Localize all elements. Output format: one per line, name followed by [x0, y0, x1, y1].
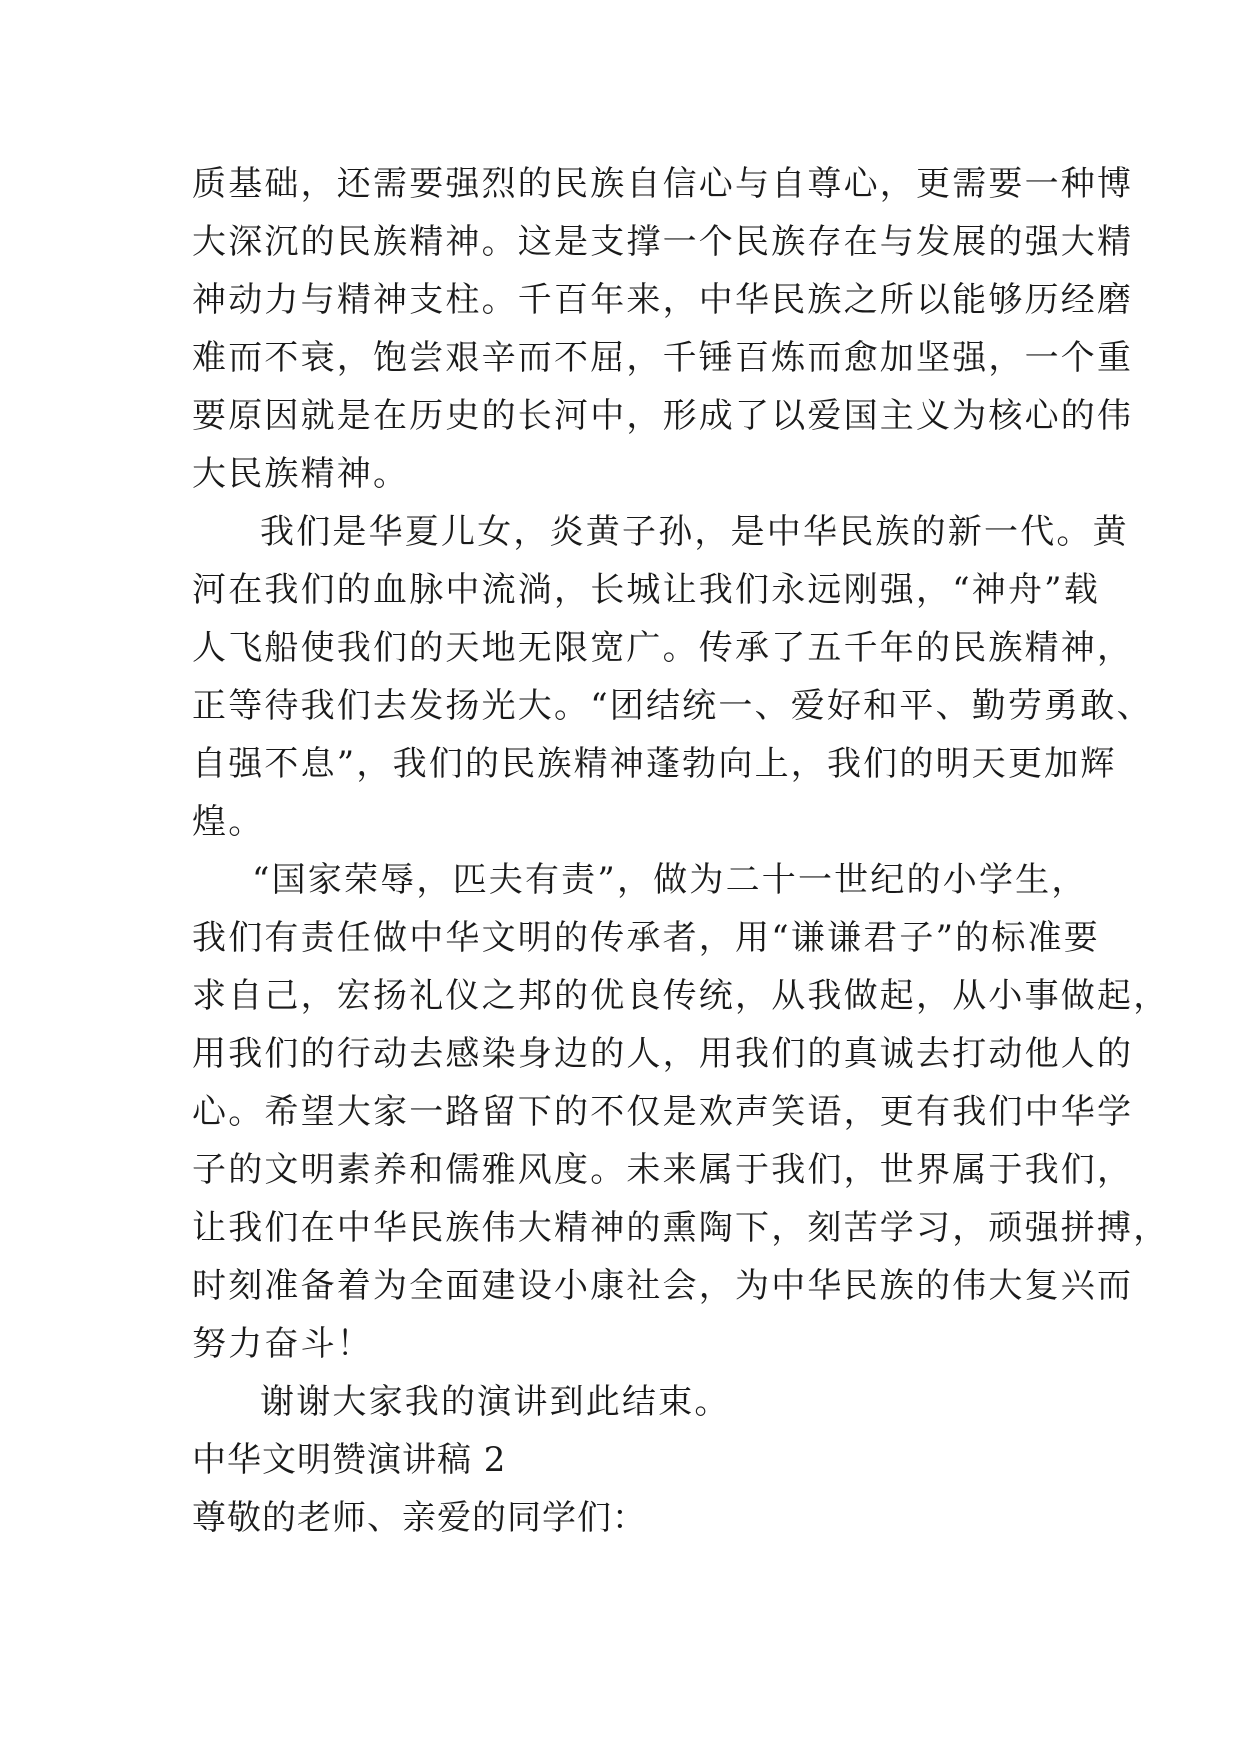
closing-line: 谢谢大家我的演讲到此结束。	[260, 1382, 731, 1422]
text-line: 要原因就是在历史的长河中，形成了以爱国主义为核心的伟	[192, 396, 1134, 436]
text-line: 难而不衰，饱尝艰辛而不屈，千锤百炼而愈加坚强，一个重	[192, 338, 1134, 378]
text-line: 大民族精神。	[192, 454, 410, 494]
text-line: 人飞船使我们的天地无限宽广。传承了五千年的民族精神，	[192, 628, 1134, 668]
text-line: 河在我们的血脉中流淌，长城让我们永远刚强，“神舟”载	[192, 570, 1100, 610]
text-line: 求自己，宏扬礼仪之邦的优良传统，从我做起，从小事做起，	[192, 976, 1170, 1016]
paragraph-new-generation	[192, 503, 1153, 851]
text-line: 神动力与精神支柱。千百年来，中华民族之所以能够历经磨	[192, 280, 1134, 320]
text-line: 煌。	[192, 802, 265, 842]
text-line: 自强不息”，我们的民族精神蓬勃向上，我们的明天更加辉	[192, 744, 1117, 784]
text-line: 我们是华夏儿女，炎黄子孙，是中华民族的新一代。黄	[260, 512, 1129, 552]
text-line: 正等待我们去发扬光大。“团结统一、爱好和平、勤劳勇敢、	[192, 686, 1153, 726]
text-line: “国家荣辱，匹夫有责”，做为二十一世纪的小学生，	[252, 860, 1088, 900]
text-line: 时刻准备着为全面建设小康社会，为中华民族的伟大复兴而	[192, 1266, 1134, 1306]
text-line: 用我们的行动去感染身边的人，用我们的真诚去打动他人的	[192, 1034, 1134, 1074]
next-speech-title: 中华文明赞演讲稿 2	[192, 1440, 507, 1480]
text-line: 努力奋斗！	[192, 1324, 373, 1364]
text-line: 子的文明素养和儒雅风度。未来属于我们，世界属于我们，	[192, 1150, 1134, 1190]
greeting-line: 尊敬的老师、亲爱的同学们：	[192, 1498, 647, 1538]
text-line: 我们有责任做中华文明的传承者，用“谦谦君子”的标准要	[192, 918, 1100, 958]
text-line: 大深沉的民族精神。这是支撑一个民族存在与发展的强大精	[192, 222, 1134, 262]
text-line: 让我们在中华民族伟大精神的熏陶下，刻苦学习，顽强拼搏，	[192, 1208, 1170, 1248]
paragraph-responsibility	[192, 851, 1170, 1373]
paragraph-national-spirit	[192, 155, 1134, 503]
text-line: 质基础，还需要强烈的民族自信心与自尊心，更需要一种博	[192, 164, 1134, 204]
document-body	[192, 155, 1170, 1547]
text-line: 心。希望大家一路留下的不仅是欢声笑语，更有我们中华学	[192, 1092, 1134, 1132]
